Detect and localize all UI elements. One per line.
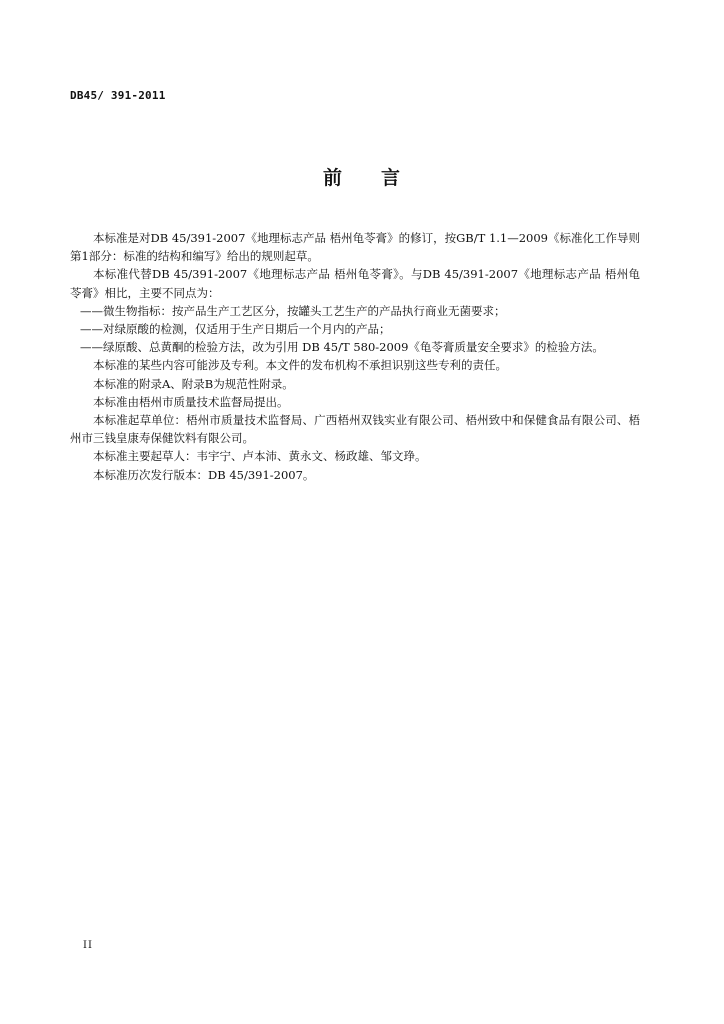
title-char-1: 前 — [322, 167, 343, 189]
paragraph-drafting-units: 本标准起草单位：梧州市质量技术监督局、广西梧州双钱实业有限公司、梧州致中和保健食品有限公司、梧州市三钱皇康寿保健饮料有限公司。 — [70, 413, 640, 446]
paragraph-revision: 本标准是对DB 45/391-2007《地理标志产品 梧州龟苓膏》的修订，按GB/T 1.1—2009《标准化工作导则 第1部分：标准的结构和编写》给出的规则起草。 — [70, 231, 640, 264]
paragraph-drafters: 本标准主要起草人：韦宇宁、卢本沛、黄永文、杨政雄、邹文琤。 — [93, 449, 427, 464]
paragraph-replaces: 本标准代替DB 45/391-2007《地理标志产品 梧州龟苓膏》。与DB 45/391-2007《地理标志产品 梧州龟苓膏》相比，主要不同点为： — [70, 267, 640, 300]
change-item-microbial: ——微生物指标：按产品生产工艺区分，按罐头工艺生产的产品执行商业无菌要求； — [80, 303, 506, 318]
paragraph-patent: 本标准的某些内容可能涉及专利。本文件的发布机构不承担识别这些专利的责任。 — [93, 358, 507, 373]
change-item-chlorogenic: ——对绿原酸的检测，仅适用于生产日期后一个月内的产品； — [80, 322, 391, 337]
title-char-2: 言 — [381, 167, 402, 189]
page-number: II — [83, 940, 93, 951]
paragraph-history: 本标准历次发行版本：DB 45/391-2007。 — [93, 467, 315, 482]
standard-code: DB45/ 391-2011 — [70, 89, 166, 102]
page-title — [0, 163, 724, 190]
paragraph-proposer: 本标准由梧州市质量技术监督局提出。 — [93, 394, 289, 409]
paragraph-appendix: 本标准的附录A、附录B为规范性附录。 — [93, 376, 294, 391]
foreword-body — [70, 229, 640, 484]
change-item-test-method: ——绿原酸、总黄酮的检验方法，改为引用 DB 45/T 580-2009《龟苓膏质量安全要求》的检验方法。 — [80, 340, 604, 355]
